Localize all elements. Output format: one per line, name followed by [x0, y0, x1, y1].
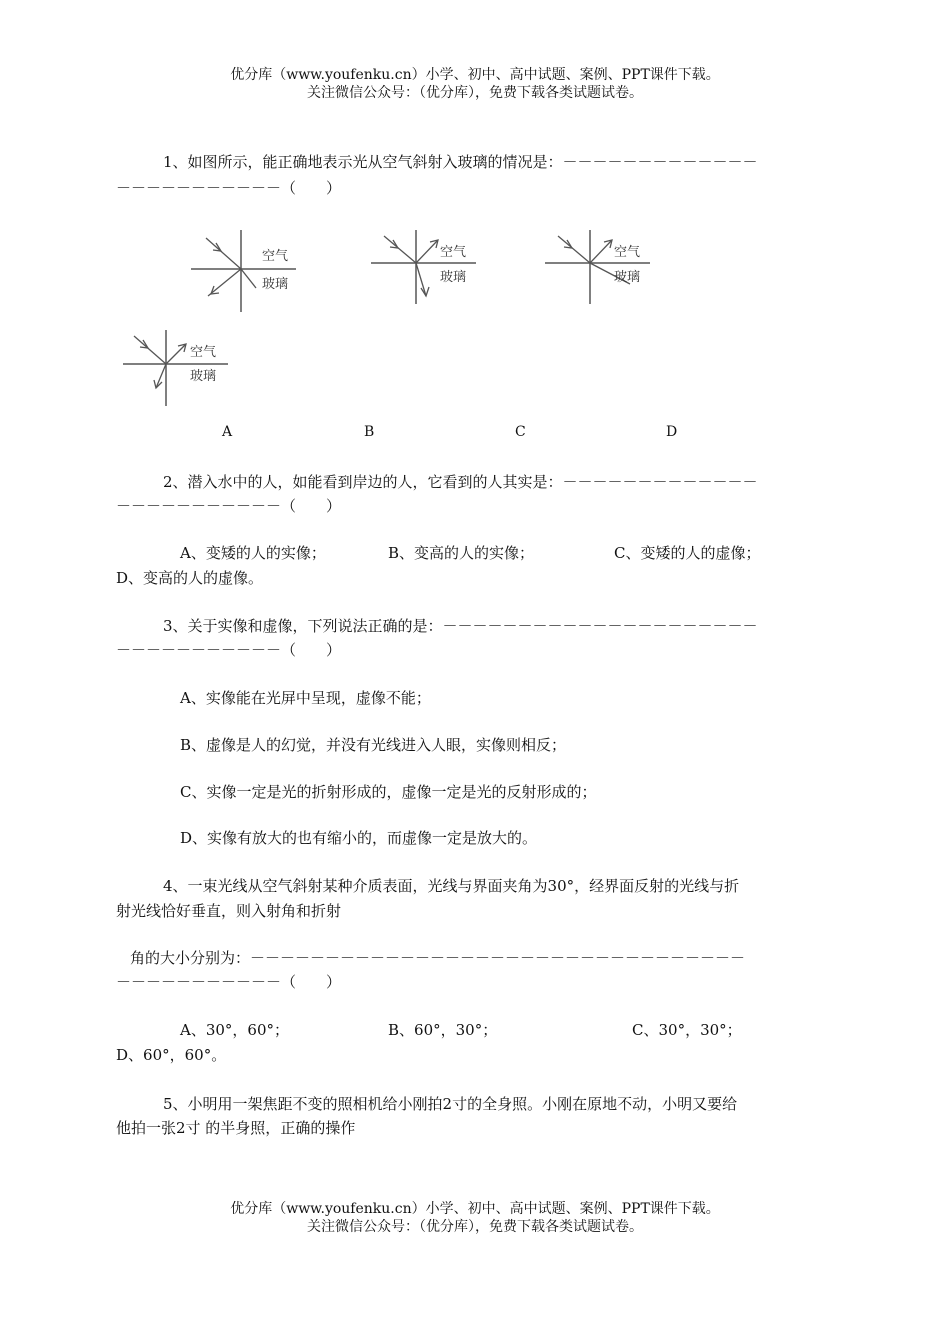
- q3-option-c: C、实像一定是光的折射形成的，虚像一定是光的反射形成的；: [180, 783, 597, 801]
- q4-stem-2: 射光线恰好垂直，则入射角和折射: [116, 902, 342, 920]
- header-line-1: 优分库（www.youfenku.cn）小学、初中、高中试题、案例、PPT课件下载。: [230, 67, 720, 83]
- q5-stem-1: 5、小明用一架焦距不变的照相机给小刚拍2寸的全身照。小刚在原地不动，小明又要给: [163, 1095, 738, 1113]
- header-line-2: 关注微信公众号：（优分库），免费下载各类试题试卷。: [307, 85, 643, 101]
- figure-label-b: B: [364, 424, 375, 440]
- figure-label-a: A: [222, 424, 233, 440]
- footer-line-1: 优分库（www.youfenku.cn）小学、初中、高中试题、案例、PPT课件下载。: [230, 1201, 720, 1217]
- figure-label-c: C: [515, 424, 526, 440]
- q4-option-d: D、60°，60°。: [116, 1046, 227, 1064]
- q2-option-a: A、变矮的人的实像；: [180, 544, 326, 562]
- air-label: 空气: [262, 249, 289, 264]
- page-footer: [0, 1200, 950, 1236]
- q2-stem: 2、潜入水中的人，如能看到岸边的人，它看到的人其实是：－－－－－－－－－－－－－: [163, 473, 758, 491]
- q1-stem: 1、如图所示，能正确地表示光从空气斜射入玻璃的情况是：－－－－－－－－－－－－－: [163, 153, 758, 171]
- q2-option-d: D、变高的人的虚像。: [116, 569, 264, 587]
- q3-option-a: A、实像能在光屏中呈现，虚像不能；: [180, 689, 431, 707]
- glass-label: 玻璃: [190, 369, 217, 384]
- q4-stem-3: 角的大小分别为：－－－－－－－－－－－－－－－－－－－－－－－－－－－－－－－－－: [130, 949, 746, 967]
- q5-stem-2: 他拍一张2寸 的半身照，正确的操作: [116, 1119, 356, 1137]
- q4-stem-cont: －－－－－－－－－－－（ ）: [116, 973, 342, 991]
- glass-label: 玻璃: [262, 277, 289, 292]
- refraction-figure-a: [186, 226, 306, 316]
- q3-stem: 3、关于实像和虚像，下列说法正确的是：－－－－－－－－－－－－－－－－－－－－－: [163, 617, 758, 635]
- q3-stem-cont: －－－－－－－－－－－（ ）: [116, 641, 342, 659]
- footer-line-2: 关注微信公众号：（优分库），免费下载各类试题试卷。: [307, 1219, 643, 1235]
- q2-option-b: B、变高的人的实像；: [388, 544, 535, 562]
- glass-label: 玻璃: [614, 270, 641, 285]
- air-label: 空气: [614, 245, 641, 260]
- q4-option-a: A、30°，60°；: [180, 1021, 290, 1039]
- refraction-figure-c: [540, 226, 660, 316]
- q4-option-b: B、60°，30°；: [388, 1021, 498, 1039]
- q3-option-b: B、虚像是人的幻觉，并没有光线进入人眼，实像则相反；: [180, 736, 567, 754]
- q2-option-c: C、变矮的人的虚像；: [614, 544, 761, 562]
- air-label: 空气: [190, 345, 217, 360]
- q3-option-d: D、实像有放大的也有缩小的，而虚像一定是放大的。: [180, 829, 538, 847]
- q4-stem-1: 4、一束光线从空气斜射某种介质表面，光线与界面夹角为30°，经界面反射的光线与折: [163, 877, 740, 895]
- refraction-figure-b: [366, 226, 486, 316]
- q1-stem-cont: －－－－－－－－－－－（ ）: [116, 179, 342, 197]
- q2-stem-cont: －－－－－－－－－－－（ ）: [116, 497, 342, 515]
- page-header: [0, 66, 950, 102]
- q4-option-c: C、30°，30°；: [632, 1021, 742, 1039]
- figure-label-d: D: [666, 424, 678, 440]
- air-label: 空气: [440, 245, 467, 260]
- refraction-figure-d: [118, 326, 238, 416]
- glass-label: 玻璃: [440, 270, 467, 285]
